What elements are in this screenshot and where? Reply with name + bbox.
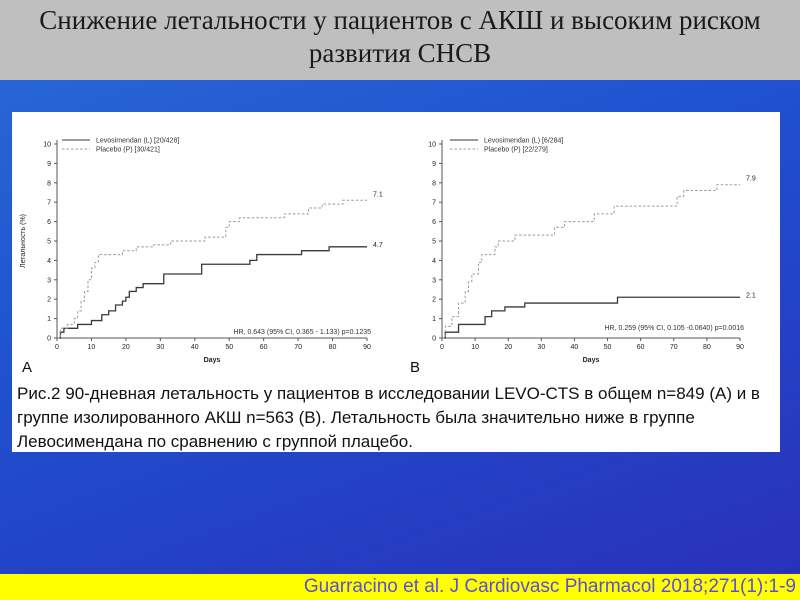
y-tick-label: 1: [432, 316, 436, 324]
slide-title: Снижение летальности у пациентов с АКШ и высоким риском развития СНСВ: [39, 5, 761, 68]
x-tick-label: 90: [736, 344, 744, 351]
x-tick-label: 90: [363, 344, 371, 351]
y-tick-label: 2: [432, 296, 436, 304]
x-tick-label: 0: [55, 344, 59, 351]
x-tick-label: 70: [669, 344, 678, 351]
x-axis-title: Days: [582, 357, 600, 364]
y-tick-label: 5: [432, 238, 436, 246]
y-tick-label: 0: [47, 335, 51, 343]
end-value-label: 4.7: [373, 241, 383, 249]
x-tick-label: 80: [328, 344, 337, 351]
y-tick-label: 3: [47, 277, 51, 285]
y-tick-label: 8: [47, 180, 51, 188]
y-tick-label: 6: [432, 219, 436, 227]
legend-label: Placebo (P) [30/421]: [96, 146, 160, 154]
legend-label: Levosimendan (L) [6/284]: [484, 137, 564, 145]
x-tick-label: 40: [190, 344, 199, 351]
panel-label: B: [410, 359, 421, 376]
y-axis-title: Летальность (%): [20, 214, 27, 268]
chart-b: [402, 112, 780, 380]
end-value-label: 7.1: [373, 191, 383, 199]
legend-label: Levosimendan (L) [20/428]: [96, 137, 180, 145]
x-tick-label: 10: [87, 344, 96, 351]
x-tick-label: 20: [504, 344, 513, 351]
y-tick-label: 10: [428, 141, 436, 149]
y-tick-label: 6: [47, 219, 51, 227]
x-axis-title: Days: [203, 357, 221, 364]
footer-bar: [0, 574, 800, 600]
placebo-curve: [442, 185, 740, 338]
x-tick-label: 50: [225, 344, 234, 351]
y-tick-label: 4: [432, 257, 436, 265]
legend-label: Placebo (P) [22/279]: [484, 146, 548, 154]
panel-label: A: [22, 359, 33, 376]
x-tick-label: 60: [259, 344, 268, 351]
y-tick-label: 9: [47, 160, 51, 168]
hazard-ratio-annotation: HR, 0.259 (95% CI, 0.105 -0.0640) p=0.0016: [604, 325, 744, 332]
x-tick-label: 30: [537, 344, 546, 351]
y-tick-label: 5: [47, 238, 51, 246]
y-tick-label: 4: [47, 257, 51, 265]
x-tick-label: 30: [156, 344, 165, 351]
title-bar: [0, 0, 800, 80]
end-value-label: 2.1: [746, 292, 756, 300]
y-tick-label: 9: [432, 160, 436, 168]
chart-a: [12, 112, 402, 380]
y-tick-label: 2: [47, 296, 51, 304]
citation-text: Guarracino et al. J Cardiovasc Pharmacol 2018;271(1):1-9: [303, 576, 796, 597]
end-value-label: 7.9: [746, 175, 756, 183]
x-tick-label: 20: [121, 344, 130, 351]
y-tick-label: 7: [47, 199, 51, 207]
y-tick-label: 1: [47, 316, 51, 324]
x-tick-label: 40: [570, 344, 579, 351]
y-tick-label: 3: [432, 277, 436, 285]
x-tick-label: 50: [603, 344, 612, 351]
hazard-ratio-annotation: HR, 0.643 (95% CI, 0.365 - 1.133) p=0.1235: [233, 329, 371, 336]
y-tick-label: 8: [432, 180, 436, 188]
levosimendan-curve: [57, 247, 367, 338]
x-tick-label: 10: [471, 344, 480, 351]
y-tick-label: 10: [43, 141, 51, 149]
x-tick-label: 0: [440, 344, 444, 351]
y-tick-label: 7: [432, 199, 436, 207]
x-tick-label: 80: [702, 344, 711, 351]
figure-panel: [12, 112, 780, 452]
x-tick-label: 70: [294, 344, 303, 351]
x-tick-label: 60: [636, 344, 645, 351]
figure-caption: Рис.2 90-дневная летальность у пациентов в исследовании LEVO-CTS в общем n=849 (А) и в группе изолированного АКШ n=563 (В). Летальность была значительно ниже в группе Левосимендана по сравнению с группой плацебо.: [12, 380, 770, 452]
y-tick-label: 0: [432, 335, 436, 343]
placebo-curve: [57, 200, 367, 338]
